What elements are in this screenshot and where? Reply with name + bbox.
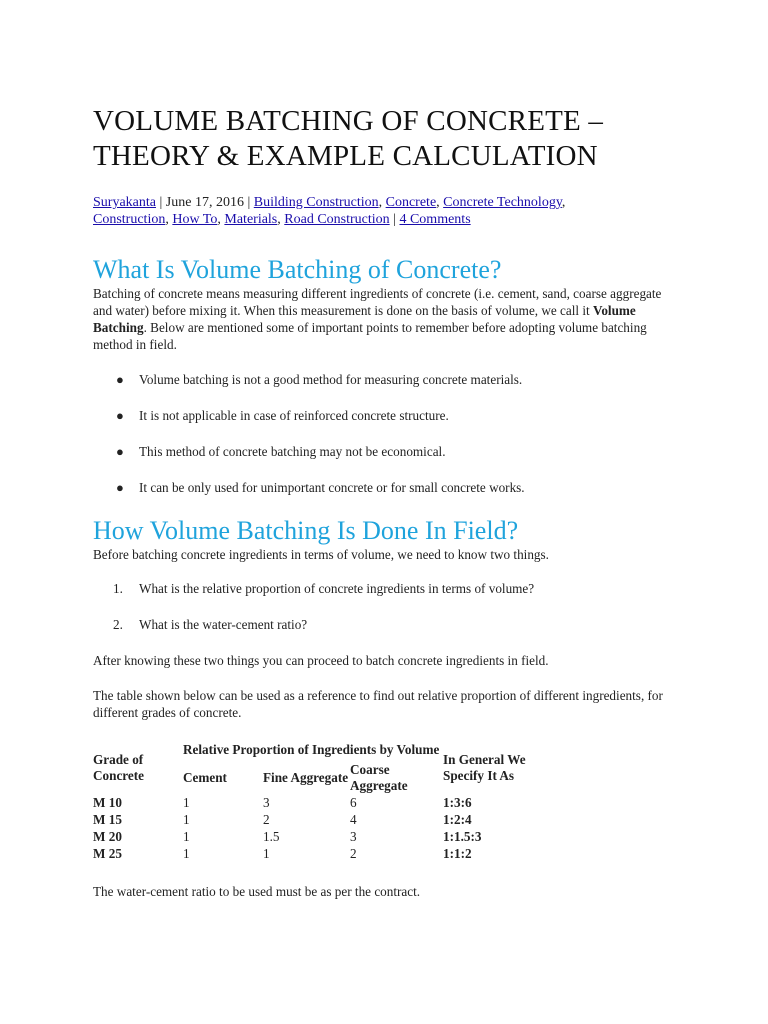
intro-text-after: . Below are mentioned some of important points to remember before adopting volume batching method in field. <box>93 320 647 352</box>
cell-spec: 1:2:4 <box>443 811 472 827</box>
closing-paragraph: The water-cement ratio to be used must be as per the contract. <box>93 884 421 899</box>
table-row <box>93 794 543 811</box>
steps-list <box>93 580 683 633</box>
cell-spec: 1:1:2 <box>443 845 472 861</box>
cell-spec: 1:1.5:3 <box>443 828 482 844</box>
category-link[interactable]: How To <box>172 212 218 227</box>
list-item-text: It can be only used for unimportant concrete or for small concrete works. <box>139 480 525 495</box>
author-link[interactable]: Suryakanta <box>93 195 156 210</box>
table-row <box>93 845 543 862</box>
section2-intro: Before batching concrete ingredients in terms of volume, we need to know two things. <box>93 547 549 562</box>
intro-bold-term: Volume Batching <box>93 303 636 335</box>
cell-cement: 1 <box>183 828 190 844</box>
article-meta: Suryakanta | June 17, 2016 | Building Construction, Concrete, Concrete Technology, Construction, How To, Materials, Road Construction | 4 Comments <box>93 195 566 227</box>
comments-link[interactable]: 4 Comments <box>399 212 471 227</box>
post-date: June 17, 2016 <box>165 195 244 210</box>
step-number: 1. <box>113 581 123 596</box>
step-number: 2. <box>113 617 123 632</box>
bullet-icon: ● <box>116 480 124 495</box>
meta-separator: | <box>393 212 396 227</box>
bullet-icon: ● <box>116 372 124 387</box>
article-body <box>93 104 683 900</box>
bullet-icon: ● <box>116 444 124 459</box>
list-item-text: It is not applicable in case of reinforced concrete structure. <box>139 408 449 423</box>
header-fine: Fine Aggregate <box>263 770 349 785</box>
intro-text-before: Batching of concrete means measuring different ingredients of concrete (i.e. cement, sand, coarse aggregate and water) before mixing it. When this measurement is done on the basis of volume, we call it <box>93 286 662 318</box>
table-row <box>93 828 543 845</box>
title-line-2: THEORY & EXAMPLE CALCULATION <box>93 140 598 172</box>
cell-spec: 1:3:6 <box>443 794 472 810</box>
cell-coarse: 6 <box>350 794 357 810</box>
category-link[interactable]: Building Construction <box>253 195 379 210</box>
list-item <box>93 407 683 424</box>
cell-fine: 1 <box>263 845 270 861</box>
category-link[interactable]: Road Construction <box>284 212 390 227</box>
header-coarse: Coarse Aggregate <box>350 762 408 793</box>
points-list <box>93 371 683 496</box>
header-group: Relative Proportion of Ingredients by Volume <box>183 742 440 757</box>
list-item-text: This method of concrete batching may not be economical. <box>139 444 446 459</box>
proportion-table <box>93 742 543 862</box>
cell-cement: 1 <box>183 794 190 810</box>
after-steps-paragraph: After knowing these two things you can proceed to batch concrete ingredients in field. <box>93 653 549 668</box>
category-link[interactable]: Materials <box>224 212 278 227</box>
meta-separator: | <box>159 195 163 210</box>
meta-separator: | <box>247 195 251 210</box>
list-item <box>93 616 683 633</box>
header-grade: Grade of Concrete <box>93 752 145 783</box>
list-item <box>93 580 683 597</box>
list-item <box>93 371 683 388</box>
cell-grade: M 10 <box>93 794 122 810</box>
cell-grade: M 15 <box>93 811 122 827</box>
article-title <box>93 104 683 174</box>
cell-fine: 2 <box>263 811 270 827</box>
title-line-1: VOLUME BATCHING OF CONCRETE – <box>93 105 604 137</box>
category-link[interactable]: Concrete <box>385 195 437 210</box>
table-row <box>93 811 543 828</box>
list-item <box>93 443 683 460</box>
step-text: What is the relative proportion of concrete ingredients in terms of volume? <box>139 581 535 596</box>
cell-grade: M 25 <box>93 845 122 861</box>
header-cement: Cement <box>183 770 227 785</box>
cell-grade: M 20 <box>93 828 122 844</box>
cell-coarse: 3 <box>350 828 357 844</box>
cell-coarse: 4 <box>350 811 357 827</box>
cell-coarse: 2 <box>350 845 357 861</box>
header-spec: In General We Specify It As <box>443 752 526 783</box>
bullet-icon: ● <box>116 408 124 423</box>
category-link[interactable]: Construction <box>93 212 166 227</box>
cell-cement: 1 <box>183 845 190 861</box>
list-item <box>93 479 683 496</box>
section-heading-how-done: How Volume Batching Is Done In Field? <box>93 516 519 545</box>
list-item-text: Volume batching is not a good method for measuring concrete materials. <box>139 372 523 387</box>
table-intro-paragraph: The table shown below can be used as a reference to find out relative proportion of different ingredients, for different grades of concrete. <box>93 688 663 720</box>
cell-fine: 3 <box>263 794 270 810</box>
section-heading-what-is: What Is Volume Batching of Concrete? <box>93 255 502 284</box>
category-link[interactable]: Concrete Technology <box>443 195 562 210</box>
step-text: What is the water-cement ratio? <box>139 617 308 632</box>
cell-fine: 1.5 <box>263 828 280 844</box>
cell-cement: 1 <box>183 811 190 827</box>
intro-paragraph <box>93 285 683 353</box>
